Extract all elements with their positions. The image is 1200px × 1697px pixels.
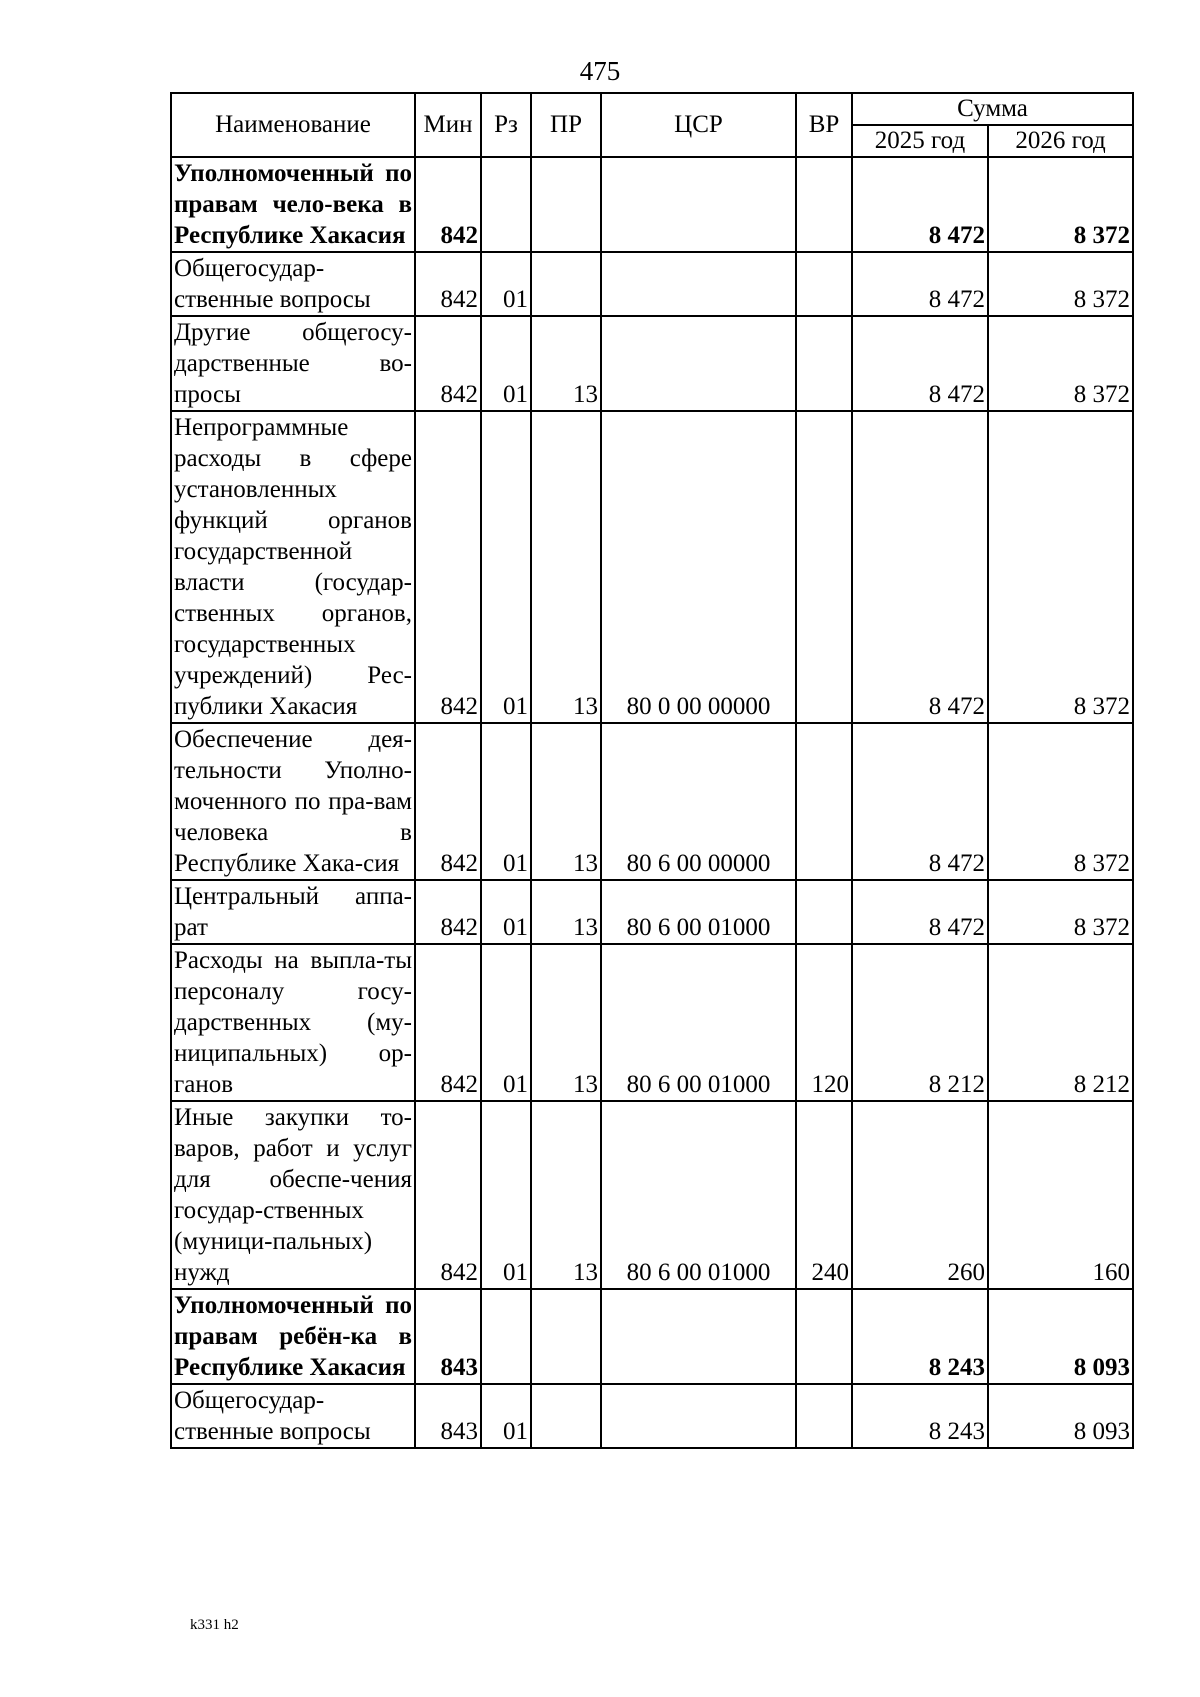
table-row — [171, 157, 1133, 252]
cell-pr: 13 — [531, 411, 601, 723]
header-pr: ПР — [531, 93, 601, 157]
cell-pr: 13 — [531, 880, 601, 944]
table-row — [171, 411, 1133, 723]
cell-sum-2025: 8 472 — [852, 157, 988, 252]
header-year-2025: 2025 год — [852, 125, 988, 157]
cell-name: Общегосудар-ственные вопросы — [171, 1384, 415, 1448]
budget-table — [170, 92, 1134, 1449]
table-row — [171, 252, 1133, 316]
cell-min: 842 — [415, 723, 481, 880]
cell-rz: 01 — [481, 1384, 531, 1448]
cell-sum-2026: 8 372 — [988, 316, 1133, 411]
cell-rz — [481, 1289, 531, 1384]
cell-csr: 80 6 00 00000 — [601, 723, 796, 880]
table-body — [171, 157, 1133, 1448]
cell-sum-2025: 8 243 — [852, 1289, 988, 1384]
cell-vr — [796, 1289, 852, 1384]
cell-rz: 01 — [481, 316, 531, 411]
table-row — [171, 723, 1133, 880]
cell-min: 842 — [415, 411, 481, 723]
cell-min: 842 — [415, 252, 481, 316]
cell-sum-2025: 8 243 — [852, 1384, 988, 1448]
cell-rz: 01 — [481, 944, 531, 1101]
cell-vr — [796, 880, 852, 944]
cell-rz: 01 — [481, 723, 531, 880]
header-csr: ЦСР — [601, 93, 796, 157]
cell-csr: 80 6 00 01000 — [601, 880, 796, 944]
header-year-2026: 2026 год — [988, 125, 1133, 157]
cell-pr: 13 — [531, 723, 601, 880]
cell-csr: 80 0 00 00000 — [601, 411, 796, 723]
cell-sum-2025: 8 472 — [852, 723, 988, 880]
header-sum: Сумма — [852, 93, 1133, 125]
header-name: Наименование — [171, 93, 415, 157]
cell-csr: 80 6 00 01000 — [601, 944, 796, 1101]
table-row — [171, 880, 1133, 944]
footer-code: k331 h2 — [190, 1617, 239, 1633]
cell-name: Центральный аппа-рат — [171, 880, 415, 944]
cell-pr — [531, 1289, 601, 1384]
cell-rz: 01 — [481, 411, 531, 723]
header-vr: ВР — [796, 93, 852, 157]
cell-vr — [796, 723, 852, 880]
cell-csr — [601, 1289, 796, 1384]
cell-pr — [531, 252, 601, 316]
cell-name: Уполномоченный по правам чело-века в Республике Хакасия — [171, 157, 415, 252]
cell-name: Другие общегосу-дарственные во-просы — [171, 316, 415, 411]
cell-sum-2025: 8 472 — [852, 316, 988, 411]
table-row — [171, 1289, 1133, 1384]
table-row — [171, 316, 1133, 411]
cell-csr — [601, 252, 796, 316]
cell-min: 842 — [415, 880, 481, 944]
cell-vr — [796, 252, 852, 316]
cell-pr — [531, 157, 601, 252]
cell-vr — [796, 316, 852, 411]
header-rz: Рз — [481, 93, 531, 157]
cell-min: 842 — [415, 316, 481, 411]
cell-sum-2026: 8 372 — [988, 252, 1133, 316]
cell-rz: 01 — [481, 1101, 531, 1289]
page-number: 475 — [579, 56, 621, 86]
cell-pr: 13 — [531, 1101, 601, 1289]
cell-name: Уполномоченный по правам ребён-ка в Республике Хакасия — [171, 1289, 415, 1384]
cell-pr: 13 — [531, 944, 601, 1101]
cell-sum-2026: 8 372 — [988, 880, 1133, 944]
table-row — [171, 944, 1133, 1101]
cell-name: Непрограммные расходы в сфере установленных функций органов государственной власти (государ-ственных органов, государственных учреждений) Рес-публики Хакасия — [171, 411, 415, 723]
table-row — [171, 1384, 1133, 1448]
cell-sum-2025: 8 472 — [852, 252, 988, 316]
cell-sum-2026: 8 372 — [988, 411, 1133, 723]
cell-sum-2026: 8 212 — [988, 944, 1133, 1101]
cell-name: Обеспечение дея-тельности Уполно-моченного по пра-вам человека в Республике Хака-сия — [171, 723, 415, 880]
cell-sum-2025: 8 212 — [852, 944, 988, 1101]
table-header — [171, 93, 1133, 157]
cell-min: 842 — [415, 157, 481, 252]
cell-sum-2025: 260 — [852, 1101, 988, 1289]
cell-name: Общегосудар-ственные вопросы — [171, 252, 415, 316]
cell-csr — [601, 157, 796, 252]
cell-rz: 01 — [481, 252, 531, 316]
cell-vr: 240 — [796, 1101, 852, 1289]
cell-vr — [796, 1384, 852, 1448]
cell-pr: 13 — [531, 316, 601, 411]
table-row — [171, 1101, 1133, 1289]
cell-min: 842 — [415, 1101, 481, 1289]
cell-min: 842 — [415, 944, 481, 1101]
cell-min: 843 — [415, 1289, 481, 1384]
cell-sum-2026: 8 372 — [988, 157, 1133, 252]
cell-sum-2026: 8 372 — [988, 723, 1133, 880]
cell-csr — [601, 1384, 796, 1448]
cell-pr — [531, 1384, 601, 1448]
cell-sum-2026: 8 093 — [988, 1384, 1133, 1448]
cell-min: 843 — [415, 1384, 481, 1448]
cell-rz — [481, 157, 531, 252]
header-min: Мин — [415, 93, 481, 157]
cell-name: Расходы на выпла-ты персоналу госу-дарственных (му-ниципальных) ор-ганов — [171, 944, 415, 1101]
cell-sum-2026: 160 — [988, 1101, 1133, 1289]
cell-sum-2026: 8 093 — [988, 1289, 1133, 1384]
cell-vr — [796, 411, 852, 723]
cell-name: Иные закупки то-варов, работ и услуг для обеспе-чения государ-ственных (муници-пальных) нужд — [171, 1101, 415, 1289]
cell-vr: 120 — [796, 944, 852, 1101]
cell-csr: 80 6 00 01000 — [601, 1101, 796, 1289]
cell-sum-2025: 8 472 — [852, 880, 988, 944]
cell-csr — [601, 316, 796, 411]
cell-vr — [796, 157, 852, 252]
cell-rz: 01 — [481, 880, 531, 944]
cell-sum-2025: 8 472 — [852, 411, 988, 723]
